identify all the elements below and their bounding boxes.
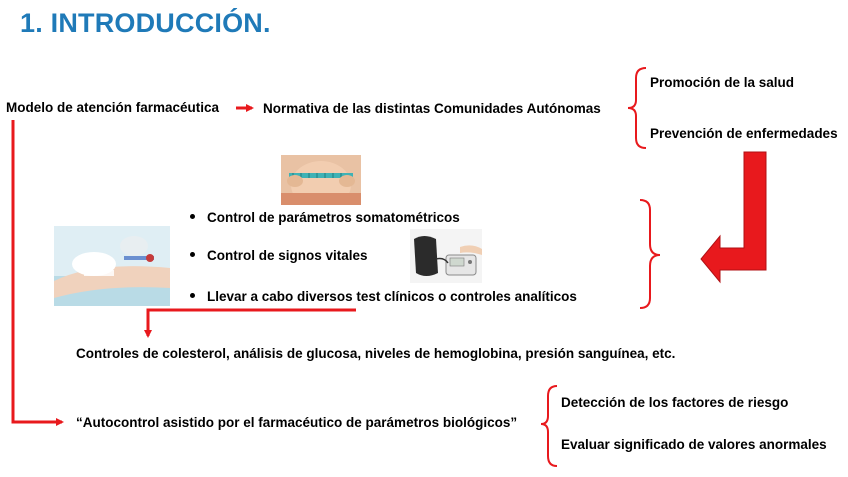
prevencion-label: Prevención de enfermedades bbox=[650, 126, 838, 141]
evaluar-label: Evaluar significado de valores anormales bbox=[561, 437, 827, 452]
deteccion-label: Detección de los factores de riesgo bbox=[561, 395, 789, 410]
bracket-bottom bbox=[541, 386, 557, 466]
list-item: Control de parámetros somatométricos bbox=[190, 210, 460, 225]
bracket-middle bbox=[640, 200, 660, 308]
bracket-top bbox=[628, 68, 646, 148]
model-label: Modelo de atención farmacéutica bbox=[6, 100, 220, 115]
block-arrow bbox=[701, 152, 766, 282]
page-title: 1. INTRODUCCIÓN. bbox=[20, 8, 271, 38]
list-item: Llevar a cabo diversos test clínicos o controles analíticos bbox=[190, 289, 577, 304]
promocion-label: Promoción de la salud bbox=[650, 75, 795, 90]
autocontrol-label: “Autocontrol asistido por el farmacéutico de parámetros biológicos” bbox=[76, 415, 518, 430]
arrow-bullets-controls bbox=[148, 310, 356, 336]
arrow-model-autocontrol bbox=[13, 120, 62, 422]
normativa-label: Normativa de las distintas Comunidades Autónomas bbox=[263, 101, 601, 116]
controls-label: Controles de colesterol, análisis de glucosa, niveles de hemoglobina, presión sanguínea, etc. bbox=[76, 346, 676, 361]
list-item: Control de signos vitales bbox=[190, 248, 368, 263]
